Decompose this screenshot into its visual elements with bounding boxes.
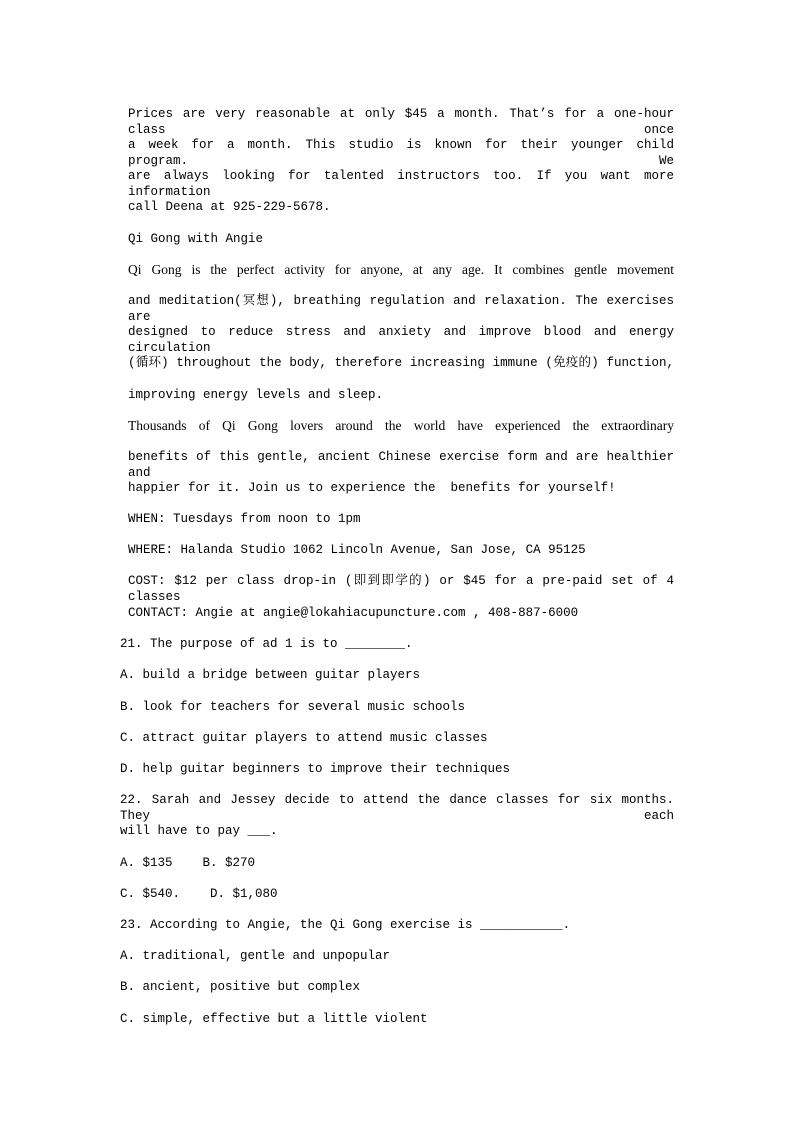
answer-option: B. look for teachers for several music schools: [120, 700, 466, 714]
ad-paragraph-line: call Deena at 925-229-5678.: [128, 200, 331, 214]
ad-paragraph-line: Thousands of Qi Gong lovers around the world have experienced the extraordinary: [128, 418, 674, 433]
ad-when: WHEN: Tuesdays from noon to 1pm: [128, 512, 361, 526]
answer-option: A. $135 B. $270: [120, 856, 256, 870]
ad-where: WHERE: Halanda Studio 1062 Lincoln Avenue, San Jose, CA 95125: [128, 543, 586, 557]
answer-option: C. attract guitar players to attend music classes: [120, 731, 488, 745]
question-stem: 21. The purpose of ad 1 is to ________.: [120, 637, 413, 651]
answer-option: C. $540. D. $1,080: [120, 887, 278, 901]
ad-paragraph-line: designed to reduce stress and anxiety and improve blood and energy circulation: [128, 325, 674, 355]
ad-contact: CONTACT: Angie at angie@lokahiacupuncture.com , 408-887-6000: [128, 606, 579, 620]
ad-paragraph-line: Prices are very reasonable at only $45 a month. That’s for a one-hour class once: [128, 107, 674, 137]
ad-heading: Qi Gong with Angie: [128, 232, 264, 246]
ad-paragraph-line: Qi Gong is the perfect activity for anyone, at any age. It combines gentle movement: [128, 262, 674, 277]
question-stem: 22. Sarah and Jessey decide to attend the dance classes for six months. They each: [120, 793, 674, 823]
answer-option: C. simple, effective but a little violent: [120, 1012, 428, 1026]
ad-paragraph-line: improving energy levels and sleep.: [128, 388, 384, 402]
ad-paragraph-line: are always looking for talented instructors too. If you want more information: [128, 169, 674, 199]
ad-cost: COST: $12 per class drop-in (即到即学的) or $45 for a pre-paid set of 4 classes: [128, 574, 674, 604]
ad-paragraph-line: (循环) throughout the body, therefore increasing immune (免疫的) function,: [128, 356, 674, 370]
ad-paragraph-line: a week for a month. This studio is known for their younger child program. We: [128, 138, 674, 168]
answer-option: A. build a bridge between guitar players: [120, 668, 421, 682]
ad-paragraph-line: benefits of this gentle, ancient Chinese exercise form and are healthier and: [128, 450, 674, 480]
answer-option: B. ancient, positive but complex: [120, 980, 361, 994]
answer-option: A. traditional, gentle and unpopular: [120, 949, 391, 963]
question-stem: will have to pay ___.: [120, 824, 278, 838]
question-stem: 23. According to Angie, the Qi Gong exercise is ___________.: [120, 918, 571, 932]
ad-paragraph-line: happier for it. Join us to experience the benefits for yourself!: [128, 481, 616, 495]
ad-paragraph-line: and meditation(冥想), breathing regulation and relaxation. The exercises are: [128, 294, 674, 324]
answer-option: D. help guitar beginners to improve their techniques: [120, 762, 511, 776]
